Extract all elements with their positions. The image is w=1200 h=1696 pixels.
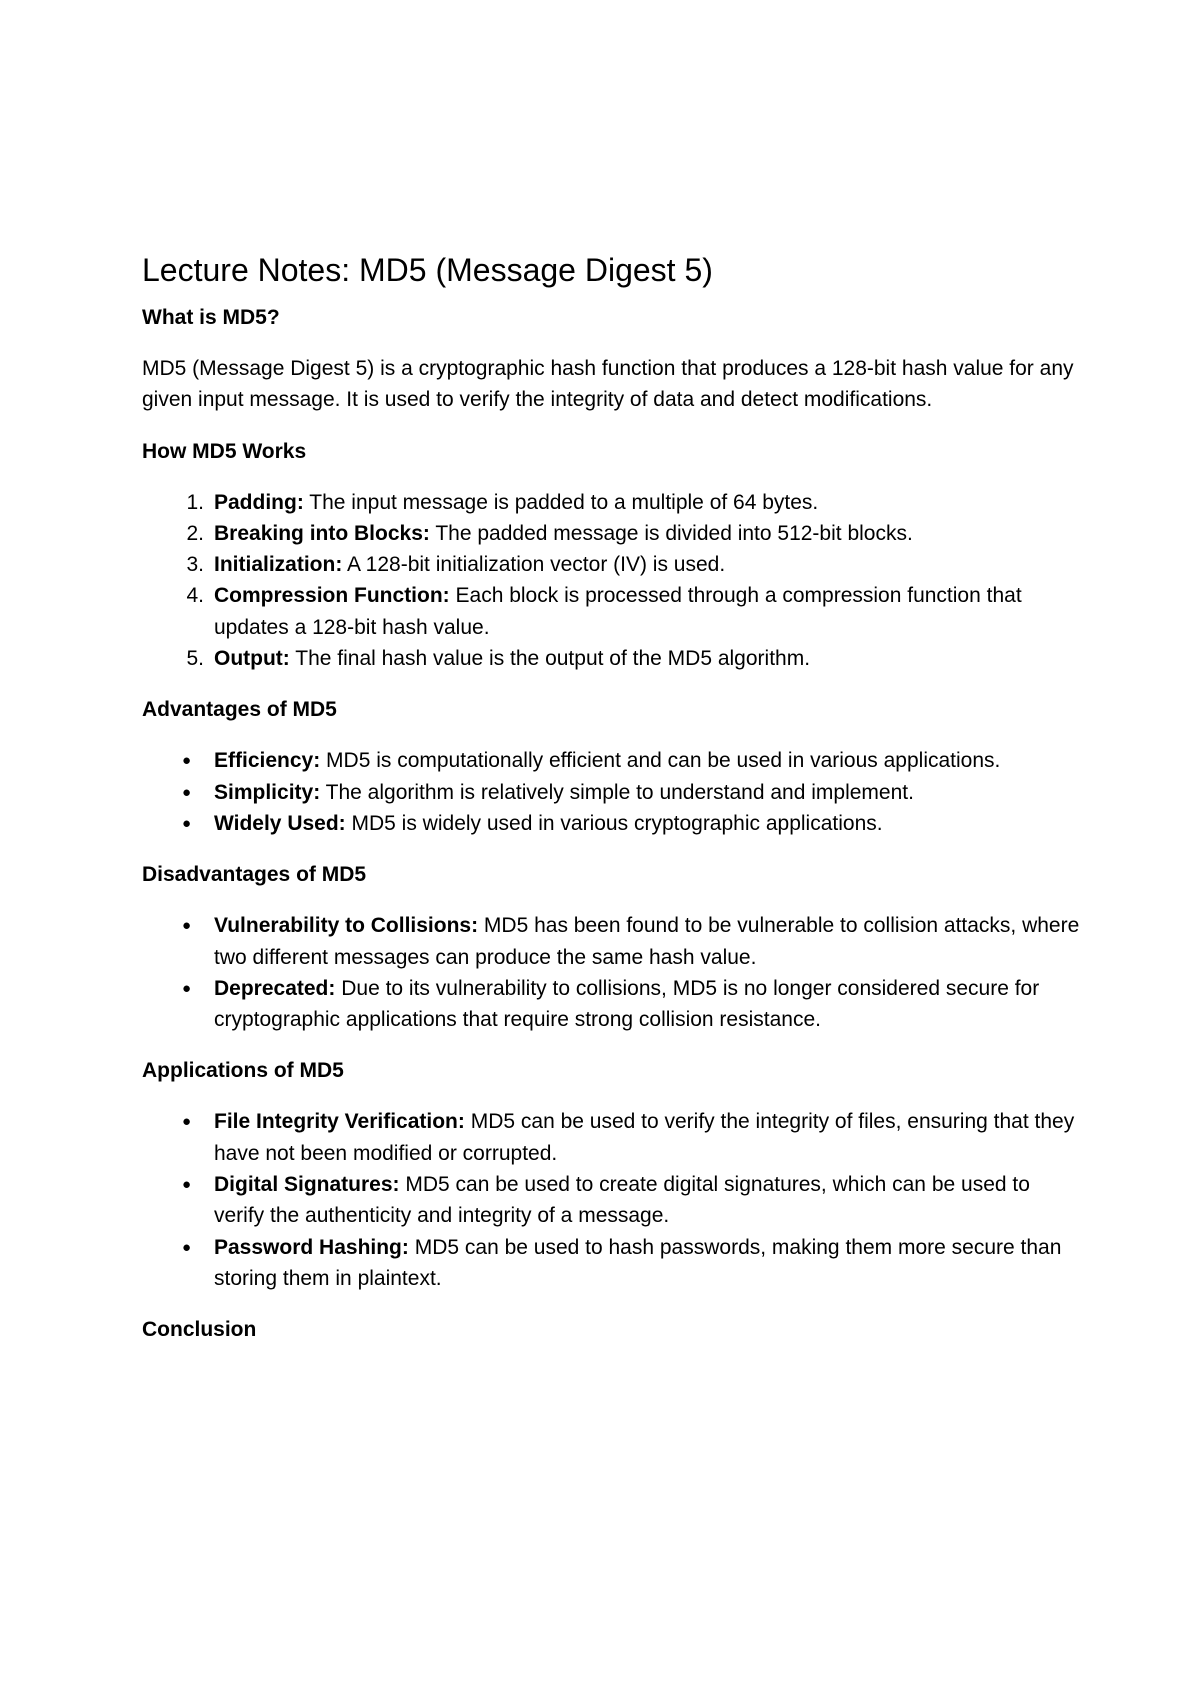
section-heading: Applications of MD5 <box>142 1059 344 1083</box>
list-term: Output: <box>214 647 290 671</box>
paragraph: MD5 (Message Digest 5) is a cryptographic hash function that produces a 128-bit hash value for any given input message. It is used to verify the integrity of data and detect modifications. <box>142 357 1074 412</box>
list-item <box>142 549 1082 580</box>
bullet-icon: ● <box>182 1113 192 1131</box>
list-term: Padding: <box>214 490 304 514</box>
list-text: The padded message is divided into 512-bit blocks. <box>429 521 913 545</box>
list-term: Efficiency: <box>214 749 321 773</box>
list-item <box>142 910 1082 973</box>
list-item <box>142 745 1082 776</box>
list-item <box>142 973 1082 1036</box>
section-how <box>142 436 1082 675</box>
bullet-icon: ● <box>182 752 192 770</box>
list-item <box>142 580 1082 643</box>
section-heading: Conclusion <box>142 1318 257 1342</box>
document-page <box>142 248 1082 1345</box>
list-text: The algorithm is relatively simple to understand and implement. <box>320 780 914 804</box>
section-heading: What is MD5? <box>142 306 280 329</box>
section-heading: How MD5 Works <box>142 439 307 463</box>
list-number: 4. <box>186 584 204 608</box>
section-applications <box>142 1055 1082 1294</box>
section-advantages <box>142 694 1082 839</box>
section-disadvantages <box>142 859 1082 1035</box>
list-term: Deprecated: <box>214 976 336 1000</box>
list-number: 3. <box>186 553 204 577</box>
section-what <box>142 302 1082 416</box>
bullet-icon: ● <box>182 1238 192 1256</box>
list-term: Widely Used: <box>214 811 346 835</box>
bullet-list <box>142 745 1082 839</box>
list-number: 2. <box>186 521 204 545</box>
list-text: The final hash value is the output of the MD5 algorithm. <box>289 647 811 671</box>
list-item <box>142 643 1082 674</box>
bullet-list <box>142 910 1082 1035</box>
list-item <box>142 1169 1082 1232</box>
list-term: File Integrity Verification: <box>214 1110 465 1134</box>
list-term: Compression Function: <box>214 584 450 608</box>
list-term: Digital Signatures: <box>214 1173 400 1197</box>
list-item <box>142 518 1082 549</box>
list-text: MD5 can be used to create digital signatures, which can be used to verify the authenticity and integrity of a message. <box>214 1173 1030 1228</box>
section-heading: Advantages of MD5 <box>142 698 337 722</box>
list-item <box>142 808 1082 839</box>
section-conclusion <box>142 1314 1082 1345</box>
list-text: The input message is padded to a multiple of 64 bytes. <box>303 490 819 514</box>
list-text: Each block is processed through a compression function that updates a 128-bit hash value. <box>214 584 1022 639</box>
list-text: Due to its vulnerability to collisions, MD5 is no longer considered secure for cryptographic applications that require strong collision resistance. <box>214 976 1040 1032</box>
list-term: Simplicity: <box>214 780 321 804</box>
list-text: A 128-bit initialization vector (IV) is used. <box>342 553 726 577</box>
bullet-list <box>142 1106 1082 1294</box>
list-number: 1. <box>186 490 204 514</box>
list-item <box>142 487 1082 518</box>
list-term: Vulnerability to Collisions: <box>214 914 479 938</box>
list-text: MD5 is widely used in various cryptographic applications. <box>345 811 883 835</box>
list-text: MD5 can be used to verify the integrity of files, ensuring that they have not been modified or corrupted. <box>214 1110 1075 1165</box>
numbered-list <box>142 487 1082 675</box>
bullet-icon: ● <box>182 1176 192 1194</box>
bullet-icon: ● <box>182 814 192 832</box>
list-text: MD5 is computationally efficient and can be used in various applications. <box>320 749 1001 773</box>
bullet-icon: ● <box>182 783 192 801</box>
bullet-icon: ● <box>182 917 192 935</box>
list-term: Password Hashing: <box>214 1235 409 1259</box>
list-term: Breaking into Blocks: <box>214 521 430 545</box>
list-term: Initialization: <box>214 553 343 577</box>
list-text: MD5 can be used to hash passwords, making them more secure than storing them in plaintext. <box>214 1235 1062 1290</box>
bullet-icon: ● <box>182 979 192 997</box>
list-number: 5. <box>186 647 204 671</box>
list-text: MD5 has been found to be vulnerable to collision attacks, where two different messages can produce the same hash value. <box>214 914 1080 969</box>
section-heading: Disadvantages of MD5 <box>142 863 367 887</box>
list-item <box>142 777 1082 808</box>
list-item <box>142 1232 1082 1295</box>
page-title: Lecture Notes: MD5 (Message Digest 5) <box>142 252 713 288</box>
list-item <box>142 1106 1082 1169</box>
